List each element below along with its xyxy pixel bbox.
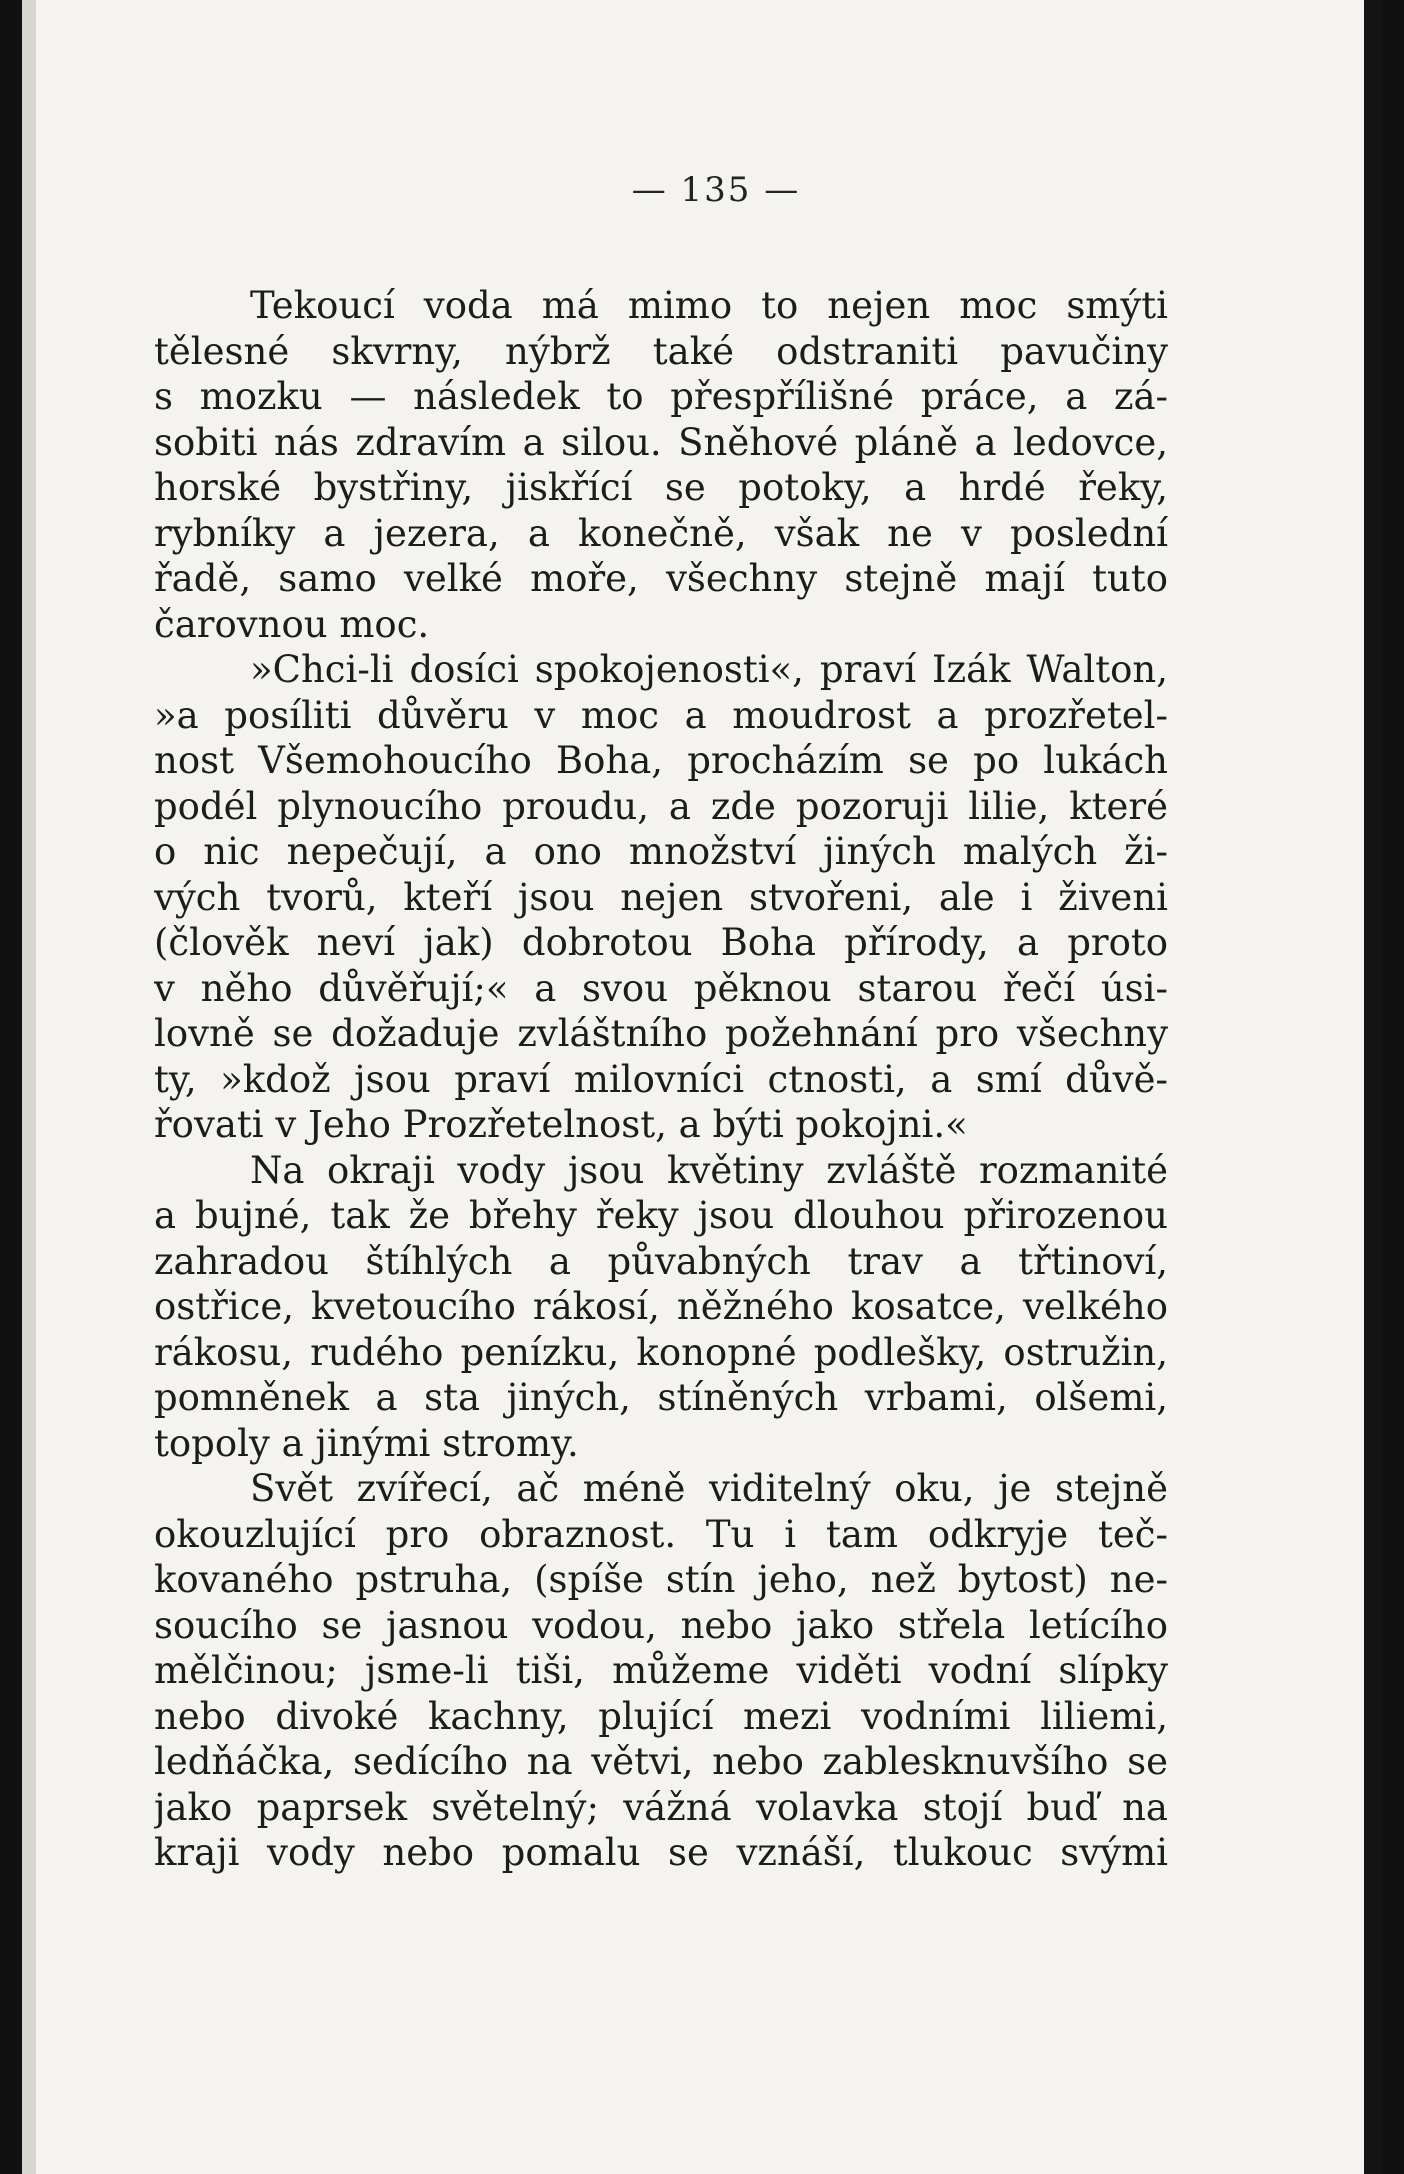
book-page [22,0,1382,2174]
text-line: topoly a jinými stromy. [154,1421,579,1465]
text-line: v něho důvěřují;« a svou pěknou starou řečí úsi- [154,966,1168,1010]
text-line: soucího se jasnou vodou, nebo jako střela letícího [154,1603,1168,1647]
page-number: — 135 — [631,170,801,210]
text-line: okouzlující pro obraznost. Tu i tam odkryje teč- [154,1512,1168,1556]
text-line: vých tvorů, kteří jsou nejen stvořeni, ale i živeni [154,875,1168,919]
text-line: kraji vody nebo pomalu se vznáší, tlukouc svými [154,1831,1168,1874]
text-line: jako paprsek světelný; vážná volavka stojí buď na [154,1785,1168,1829]
text-line: ty, »kdož jsou praví milovníci ctnosti, a smí důvě- [154,1057,1168,1101]
text-line: tělesné skvrny, nýbrž také odstraniti pavučiny [154,329,1168,373]
text-line: rákosu, rudého penízku, konopné podlešky, ostružin, [154,1330,1168,1374]
text-line: horské bystřiny, jiskřící se potoky, a hrdé řeky, [154,466,1168,509]
text-line: řadě, samo velké moře, všechny stejně mají tuto [154,557,1168,600]
text-line: pomněnek a sta jiných, stíněných vrbami, olšemi, [154,1376,1168,1419]
text-line: lovně se dožaduje zvláštního požehnání pro všechny [154,1012,1168,1055]
text-line: Svět zvířecí, ač méně viditelný oku, je stejně [250,1467,1168,1510]
page-edge [1364,0,1382,2174]
text-line: sobiti nás zdravím a silou. Sněhové pláně a ledovce, [154,420,1168,464]
text-line: nost Všemohoucího Boha, procházím se po lukách [154,739,1168,782]
text-line: nebo divoké kachny, plující mezi vodními liliemi, [154,1694,1168,1738]
text-line: a bujné, tak že břehy řeky jsou dlouhou přirozenou [154,1194,1168,1237]
text-line: rybníky a jezera, a konečně, však ne v poslední [154,511,1168,555]
text-line: čarovnou moc. [154,602,430,646]
text-line: zahradou štíhlých a půvabných trav a třtinoví, [154,1239,1168,1283]
text-line: Tekoucí voda má mimo to nejen moc smýti [250,284,1168,327]
text-line: »Chci-li dosíci spokojenosti«, praví Izák Walton, [250,648,1168,691]
text-line: řovati v Jeho Prozřetelnost, a býti pokojni.« [154,1103,968,1146]
text-line: podél plynoucího proudu, a zde pozoruji lilie, které [154,784,1168,828]
text-line: Na okraji vody jsou květiny zvláště rozmanité [250,1148,1168,1192]
text-line: (člověk neví jak) dobrotou Boha přírody, a proto [154,921,1168,964]
text-line: s mozku — následek to přespřílišné práce, a zá- [154,375,1168,418]
body-text [154,283,1168,1876]
text-line: ledňáčka, sedícího na větvi, nebo zablesknuvšího se [154,1740,1168,1783]
text-line: ostřice, kvetoucího rákosí, něžného kosatce, velkého [154,1285,1168,1328]
text-line: mělčinou; jsme-li tiši, můžeme viděti vodní slípky [154,1649,1168,1692]
text-line: »a posíliti důvěru v moc a moudrost a prozřetel- [154,693,1168,737]
text-line: kovaného pstruha, (spíše stín jeho, než bytost) ne- [154,1558,1168,1601]
text-line: o nic nepečují, a ono množství jiných malých ži- [154,830,1168,873]
